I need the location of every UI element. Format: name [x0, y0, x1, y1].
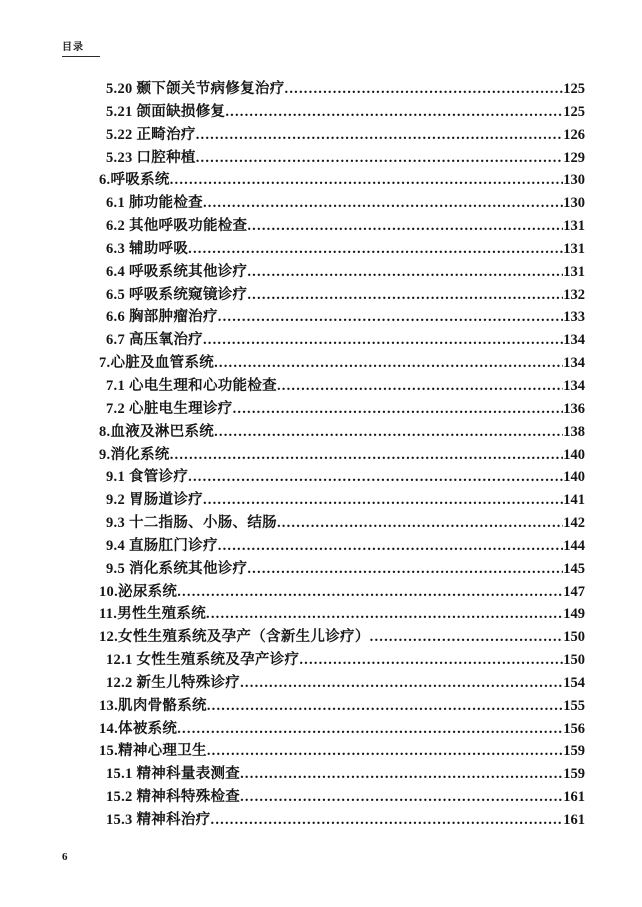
toc-entry-page: 125 — [563, 103, 585, 120]
toc-entry-title: 6.1 肺功能检查 — [106, 195, 203, 212]
toc-entry-page: 131 — [563, 218, 585, 235]
toc-entry-page: 159 — [563, 766, 585, 783]
toc-entry-title: 9.3 十二指肠、小肠、结肠 — [106, 515, 277, 532]
toc-entry-title: 6.4 呼吸系统其他诊疗 — [106, 263, 248, 280]
toc-entry-page: 134 — [563, 332, 585, 349]
toc-entry-title: 6.6 胸部肿瘤治疗 — [106, 309, 218, 326]
toc-entry — [99, 260, 585, 283]
toc-dot-leader — [170, 172, 564, 189]
toc-entry-page: 150 — [563, 629, 585, 646]
toc-entry — [99, 443, 585, 466]
toc-entry-page: 140 — [563, 446, 585, 463]
toc-entry — [99, 694, 585, 717]
toc-entry-title: 6.3 辅助呼吸 — [106, 240, 189, 257]
toc-dot-leader — [207, 698, 563, 715]
toc-entry-title: 15.2 精神科特殊检查 — [106, 789, 241, 806]
toc-entry-page: 149 — [563, 606, 585, 623]
toc-entry — [99, 717, 585, 740]
toc-dot-leader — [247, 218, 563, 235]
toc-entry-title: 9.消化系统 — [99, 446, 170, 463]
toc-entry-title: 7.心脏及血管系统 — [99, 355, 215, 372]
toc-entry-page: 147 — [563, 583, 585, 600]
toc-dot-leader — [247, 264, 563, 281]
toc-entry-title: 11.男性生殖系统 — [99, 606, 207, 623]
toc-dot-leader — [196, 127, 564, 144]
toc-entry — [99, 214, 585, 237]
toc-entry — [99, 328, 585, 351]
toc-entry-page: 156 — [563, 720, 585, 737]
toc-entry — [99, 808, 585, 831]
toc-entry-page: 136 — [563, 400, 585, 417]
toc-entry-page: 134 — [563, 377, 585, 394]
header-title: 目录 — [62, 42, 84, 53]
toc-entry-title: 9.5 消化系统其他诊疗 — [106, 560, 248, 577]
toc-entry-title: 5.23 口腔种植 — [106, 149, 196, 166]
toc-dot-leader — [240, 675, 563, 692]
toc-entry — [99, 625, 585, 648]
toc-entry-page: 140 — [563, 469, 585, 486]
toc-entry — [99, 762, 585, 785]
toc-dot-leader — [177, 584, 563, 601]
toc-dot-leader — [240, 766, 563, 783]
toc-dot-leader — [203, 195, 563, 212]
toc-entry-title: 9.2 胃肠道诊疗 — [106, 492, 203, 509]
toc-dot-leader — [247, 561, 563, 578]
toc-dot-leader — [203, 492, 563, 509]
toc-entry-page: 145 — [563, 560, 585, 577]
toc-dot-leader — [233, 401, 564, 418]
toc-entry — [99, 739, 585, 762]
toc-entry-title: 12.女性生殖系统及孕产（含新生儿诊疗） — [99, 629, 370, 646]
toc-entry-page: 125 — [563, 81, 585, 97]
toc-entry-title: 12.2 新生儿特殊诊疗 — [106, 674, 241, 691]
toc-entry — [99, 305, 585, 328]
toc-dot-leader — [225, 104, 563, 121]
toc-entry — [99, 602, 585, 625]
toc-entry — [99, 191, 585, 214]
toc-entry-page: 142 — [563, 515, 585, 532]
toc-dot-leader — [370, 629, 564, 646]
toc-entry — [99, 488, 585, 511]
toc-entry — [99, 374, 585, 397]
toc-entry — [99, 465, 585, 488]
toc-entry-title: 13.肌肉骨骼系统 — [99, 697, 207, 714]
toc-entry-page: 131 — [563, 240, 585, 257]
toc-dot-leader — [277, 378, 563, 395]
toc-entry — [99, 283, 585, 306]
toc-entry-title: 15.1 精神科量表测查 — [106, 766, 241, 783]
toc-dot-leader — [207, 743, 563, 760]
toc-entry-title: 6.5 呼吸系统窥镜诊疗 — [106, 286, 248, 303]
toc-entry-title: 7.1 心电生理和心功能检查 — [106, 377, 277, 394]
toc-entry-page: 126 — [563, 126, 585, 143]
toc-entry-page: 154 — [563, 674, 585, 691]
toc-dot-leader — [218, 309, 564, 326]
toc-dot-leader — [277, 515, 563, 532]
toc-entry-page: 155 — [563, 697, 585, 714]
toc-dot-leader — [214, 424, 563, 441]
toc-entry-title: 14.体被系统 — [99, 720, 178, 737]
toc-dot-leader — [285, 81, 564, 98]
toc-dot-leader — [170, 447, 564, 464]
toc-entry — [99, 351, 585, 374]
toc-entry-title: 10.泌尿系统 — [99, 583, 178, 600]
toc-dot-leader — [240, 789, 563, 806]
toc-entry-page: 130 — [563, 172, 585, 189]
toc-entry-title: 12.1 女性生殖系统及孕产诊疗 — [106, 652, 300, 669]
toc-entry-page: 161 — [563, 789, 585, 806]
toc-entry — [99, 397, 585, 420]
toc-dot-leader — [188, 241, 563, 258]
toc-entry-page: 134 — [563, 355, 585, 372]
toc-entry — [99, 146, 585, 169]
toc-entry-page: 130 — [563, 195, 585, 212]
toc-dot-leader — [196, 150, 564, 167]
toc-list — [99, 77, 585, 831]
toc-entry — [99, 785, 585, 808]
toc-entry-page: 132 — [563, 286, 585, 303]
toc-dot-leader — [206, 606, 563, 623]
toc-entry — [99, 511, 585, 534]
toc-entry — [99, 100, 585, 123]
toc-dot-leader — [188, 469, 563, 486]
page-header — [62, 41, 100, 57]
toc-entry-page: 144 — [563, 537, 585, 554]
toc-entry-title: 6.7 高压氧治疗 — [106, 332, 203, 349]
toc-entry — [99, 420, 585, 443]
toc-entry-title: 7.2 心脏电生理诊疗 — [106, 400, 233, 417]
toc-entry — [99, 648, 585, 671]
toc-dot-leader — [299, 652, 563, 669]
toc-dot-leader — [218, 538, 564, 555]
toc-entry-page: 133 — [563, 309, 585, 326]
toc-dot-leader — [203, 332, 563, 349]
toc-entry-title: 9.4 直肠肛门诊疗 — [106, 537, 218, 554]
toc-entry-page: 150 — [563, 652, 585, 669]
toc-entry-page: 161 — [563, 812, 585, 828]
toc-entry-title: 15.3 精神科治疗 — [106, 812, 211, 828]
toc-entry — [99, 671, 585, 694]
toc-entry-title: 9.1 食管诊疗 — [106, 469, 189, 486]
toc-entry — [99, 168, 585, 191]
toc-entry-title: 5.20 颞下颌关节病修复治疗 — [106, 81, 285, 97]
toc-entry — [99, 534, 585, 557]
toc-entry-page: 141 — [563, 492, 585, 509]
toc-dot-leader — [247, 287, 563, 304]
toc-dot-leader — [211, 812, 564, 829]
toc-entry-title: 6.2 其他呼吸功能检查 — [106, 218, 248, 235]
toc-entry-page: 138 — [563, 423, 585, 440]
toc-entry-title: 5.22 正畸治疗 — [106, 126, 196, 143]
toc-entry-title: 6.呼吸系统 — [99, 172, 170, 189]
toc-entry-title: 15.精神心理卫生 — [99, 743, 207, 760]
toc-entry-title: 5.21 颌面缺损修复 — [106, 103, 226, 120]
toc-entry — [99, 237, 585, 260]
page-number: 6 — [62, 851, 68, 863]
toc-entry — [99, 123, 585, 146]
toc-entry — [99, 77, 585, 100]
toc-entry-page: 131 — [563, 263, 585, 280]
toc-dot-leader — [214, 355, 563, 372]
toc-entry-page: 159 — [563, 743, 585, 760]
toc-entry — [99, 580, 585, 603]
toc-entry — [99, 557, 585, 580]
toc-entry-title: 8.血液及淋巴系统 — [99, 423, 215, 440]
toc-dot-leader — [177, 721, 563, 738]
toc-entry-page: 129 — [563, 149, 585, 166]
